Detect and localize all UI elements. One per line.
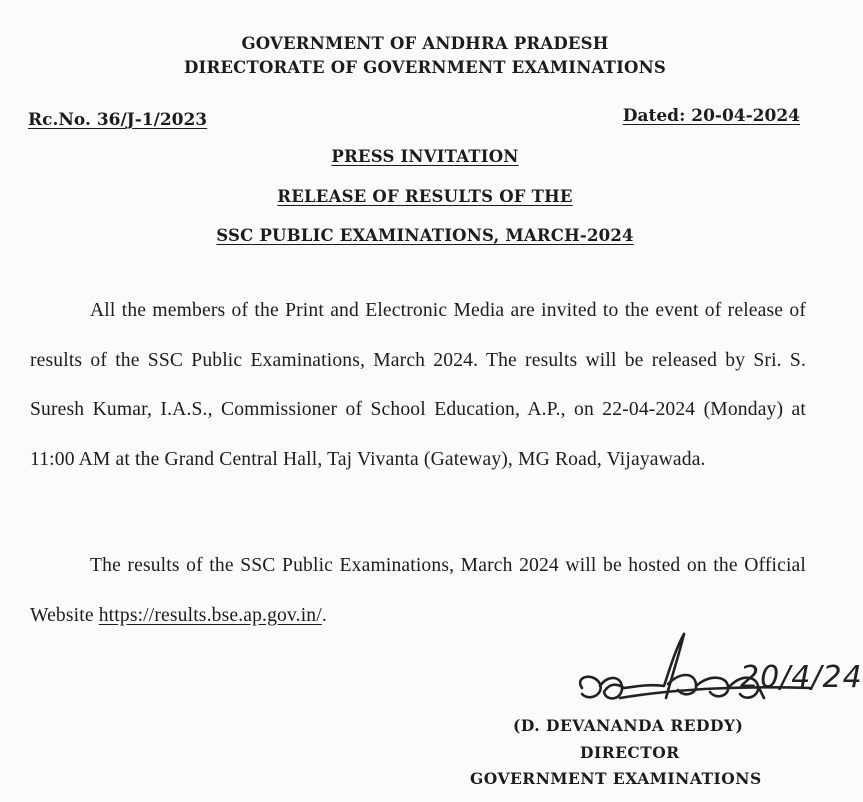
title-release-results: RELEASE OF RESULTS OF THE — [277, 187, 573, 206]
header-directorate: DIRECTORATE OF GOVERNMENT EXAMINATIONS — [184, 58, 666, 77]
signatory-designation: DIRECTOR — [580, 743, 680, 762]
paragraph-website-text: The results of the SSC Public Examinations, March 2024 will be hosted on the Official Website — [30, 555, 806, 626]
title-ssc-exams: SSC PUBLIC EXAMINATIONS, MARCH-2024 — [216, 226, 634, 245]
paragraph-website-period: . — [321, 604, 327, 626]
header-govt: GOVERNMENT OF ANDHRA PRADESH — [241, 34, 609, 53]
dated: Dated: 20-04-2024 — [622, 106, 800, 126]
reference-number: Rc.No. 36/J-1/2023 — [28, 110, 208, 130]
signatory-office: GOVERNMENT EXAMINATIONS — [470, 769, 762, 788]
signatory-name: (D. DEVANANDA REDDY) — [513, 716, 744, 735]
results-website-link[interactable]: https://results.bse.ap.gov.in/ — [98, 604, 322, 626]
paragraph-website — [30, 541, 806, 640]
signature-date: 20/4/24 — [740, 660, 863, 695]
paragraph-invitation: All the members of the Print and Electronic Media are invited to the event of release of results of the SSC Public Examinations, March 2024. The results will be released by Sri. S. Suresh Kumar, I.A.S., Commissioner of School Education, A.P., on 22-04-2024 (Monday) at 11:00 AM at the Grand Central Hall, Taj Vivanta (Gateway), MG Road, Vijayawada. — [30, 300, 806, 470]
title-press-invitation: PRESS INVITATION — [331, 147, 519, 166]
